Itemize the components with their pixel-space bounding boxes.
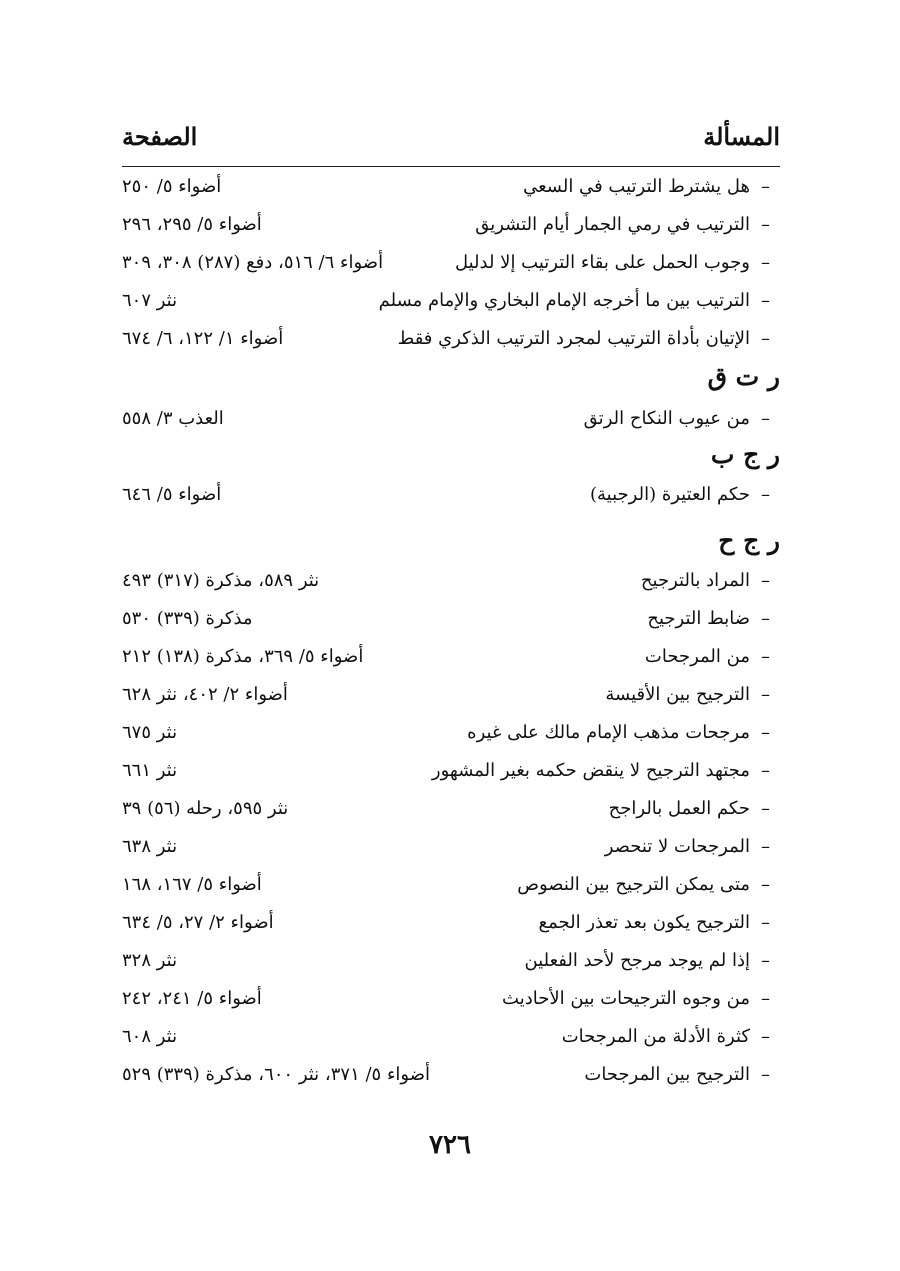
index-entry — [122, 1060, 780, 1094]
entry-reference: أضواء ٥/ ٢٥٠ — [122, 176, 222, 197]
index-entry — [122, 480, 780, 514]
entry-dash: – — [761, 570, 770, 591]
index-entry — [122, 908, 780, 942]
entry-text: وجوب الحمل على بقاء الترتيب إلا لدليل — [454, 252, 750, 273]
entry-reference: أضواء ٢/ ٤٠٢، نثر ٦٢٨ — [122, 684, 288, 705]
index-entry — [122, 680, 780, 714]
entry-reference: نثر ٦٣٨ — [122, 836, 178, 857]
entry-dash: – — [761, 798, 770, 819]
entry-text: ضابط الترجيح — [647, 608, 750, 629]
index-entry — [122, 794, 780, 828]
index-entry — [122, 718, 780, 752]
entry-text: الترجيح بين المرجحات — [584, 1064, 750, 1085]
entry-reference: نثر ٦٠٧ — [122, 290, 178, 311]
entry-dash: – — [761, 608, 770, 629]
entry-reference: أضواء ٢/ ٢٧، ٥/ ٦٣٤ — [122, 912, 274, 933]
entry-reference: أضواء ٥/ ١٦٧، ١٦٨ — [122, 874, 262, 895]
entry-dash: – — [761, 328, 770, 349]
index-entry — [122, 404, 780, 438]
entry-dash: – — [761, 646, 770, 667]
index-entry — [122, 642, 780, 676]
entry-dash: – — [761, 484, 770, 505]
entry-dash: – — [761, 874, 770, 895]
entry-reference: نثر ٥٨٩، مذكرة (٣١٧) ٤٩٣ — [122, 570, 320, 591]
entry-dash: – — [761, 408, 770, 429]
entry-text: من وجوه الترجيحات بين الأحاديث — [502, 988, 750, 1009]
entry-dash: – — [761, 722, 770, 743]
entry-dash: – — [761, 912, 770, 933]
index-entry — [122, 172, 780, 206]
section-heading: ر ج ب — [710, 440, 780, 469]
entry-text: الترتيب في رمي الجمار أيام التشريق — [475, 214, 750, 235]
entry-reference: نثر ٥٩٥، رحله (٥٦) ٣٩ — [122, 798, 289, 819]
entry-text: حكم العتيرة (الرجبية) — [590, 484, 750, 505]
column-header — [122, 122, 780, 164]
entry-reference: مذكرة (٣٣٩) ٥٣٠ — [122, 608, 253, 629]
entry-dash: – — [761, 836, 770, 857]
index-entry — [122, 286, 780, 320]
entry-dash: – — [761, 214, 770, 235]
entry-reference: نثر ٣٢٨ — [122, 950, 178, 971]
entry-dash: – — [761, 684, 770, 705]
entry-reference: العذب ٣/ ٥٥٨ — [122, 408, 224, 429]
entry-reference: نثر ٦٠٨ — [122, 1026, 178, 1047]
entry-reference: نثر ٦٦١ — [122, 760, 178, 781]
header-divider — [122, 166, 780, 167]
question-column-label: المسألة — [703, 122, 780, 151]
entry-text: من عيوب النكاح الرتق — [583, 408, 750, 429]
entry-reference: أضواء ٥/ ٣٧١، نثر ٦٠٠، مذكرة (٣٣٩) ٥٢٩ — [122, 1064, 430, 1085]
entry-text: الترتيب بين ما أخرجه الإمام البخاري والإمام مسلم — [378, 290, 750, 311]
index-entry — [122, 984, 780, 1018]
index-entry — [122, 248, 780, 282]
entry-text: حكم العمل بالراجح — [608, 798, 750, 819]
index-entry — [122, 756, 780, 790]
entry-dash: – — [761, 252, 770, 273]
entry-reference: أضواء ٥/ ٢٤١، ٢٤٢ — [122, 988, 262, 1009]
entry-dash: – — [761, 760, 770, 781]
entry-reference: أضواء ١/ ١٢٢، ٦/ ٦٧٤ — [122, 328, 284, 349]
entry-text: مرجحات مذهب الإمام مالك على غيره — [467, 722, 750, 743]
entry-reference: أضواء ٥/ ٣٦٩، مذكرة (١٣٨) ٢١٢ — [122, 646, 364, 667]
entry-reference: أضواء ٦/ ٥١٦، دفع (٢٨٧) ٣٠٨، ٣٠٩ — [122, 252, 384, 273]
page-number: ٧٢٦ — [429, 1130, 471, 1160]
index-entry — [122, 604, 780, 638]
entry-dash: – — [761, 290, 770, 311]
entry-dash: – — [761, 950, 770, 971]
entry-text: متى يمكن الترجيح بين النصوص — [517, 874, 750, 895]
entry-dash: – — [761, 176, 770, 197]
entry-text: من المرجحات — [644, 646, 750, 667]
page-column-label: الصفحة — [122, 122, 198, 151]
section-heading: ر ج ح — [718, 526, 780, 555]
entry-dash: – — [761, 1026, 770, 1047]
entry-reference: أضواء ٥/ ٢٩٥، ٢٩٦ — [122, 214, 262, 235]
section-heading: ر ت ق — [707, 362, 780, 391]
entry-reference: أضواء ٥/ ٦٤٦ — [122, 484, 222, 505]
index-entry — [122, 832, 780, 866]
entry-text: الإتيان بأداة الترتيب لمجرد الترتيب الذكري فقط — [397, 328, 750, 349]
index-entry — [122, 324, 780, 358]
entry-dash: – — [761, 988, 770, 1009]
entry-text: المراد بالترجيح — [640, 570, 750, 591]
entry-text: الترجيح يكون بعد تعذر الجمع — [538, 912, 750, 933]
entry-text: هل يشترط الترتيب في السعي — [523, 176, 750, 197]
entry-dash: – — [761, 1064, 770, 1085]
entry-text: إذا لم يوجد مرجح لأحد الفعلين — [524, 950, 750, 971]
entry-text: كثرة الأدلة من المرجحات — [561, 1026, 750, 1047]
index-entry — [122, 566, 780, 600]
index-entry — [122, 870, 780, 904]
index-entry — [122, 1022, 780, 1056]
entry-reference: نثر ٦٧٥ — [122, 722, 178, 743]
entry-text: المرجحات لا تنحصر — [604, 836, 750, 857]
entry-text: الترجيح بين الأقيسة — [605, 684, 750, 705]
index-entry — [122, 210, 780, 244]
index-entry — [122, 946, 780, 980]
entry-text: مجتهد الترجيح لا ينقض حكمه بغير المشهور — [431, 760, 750, 781]
